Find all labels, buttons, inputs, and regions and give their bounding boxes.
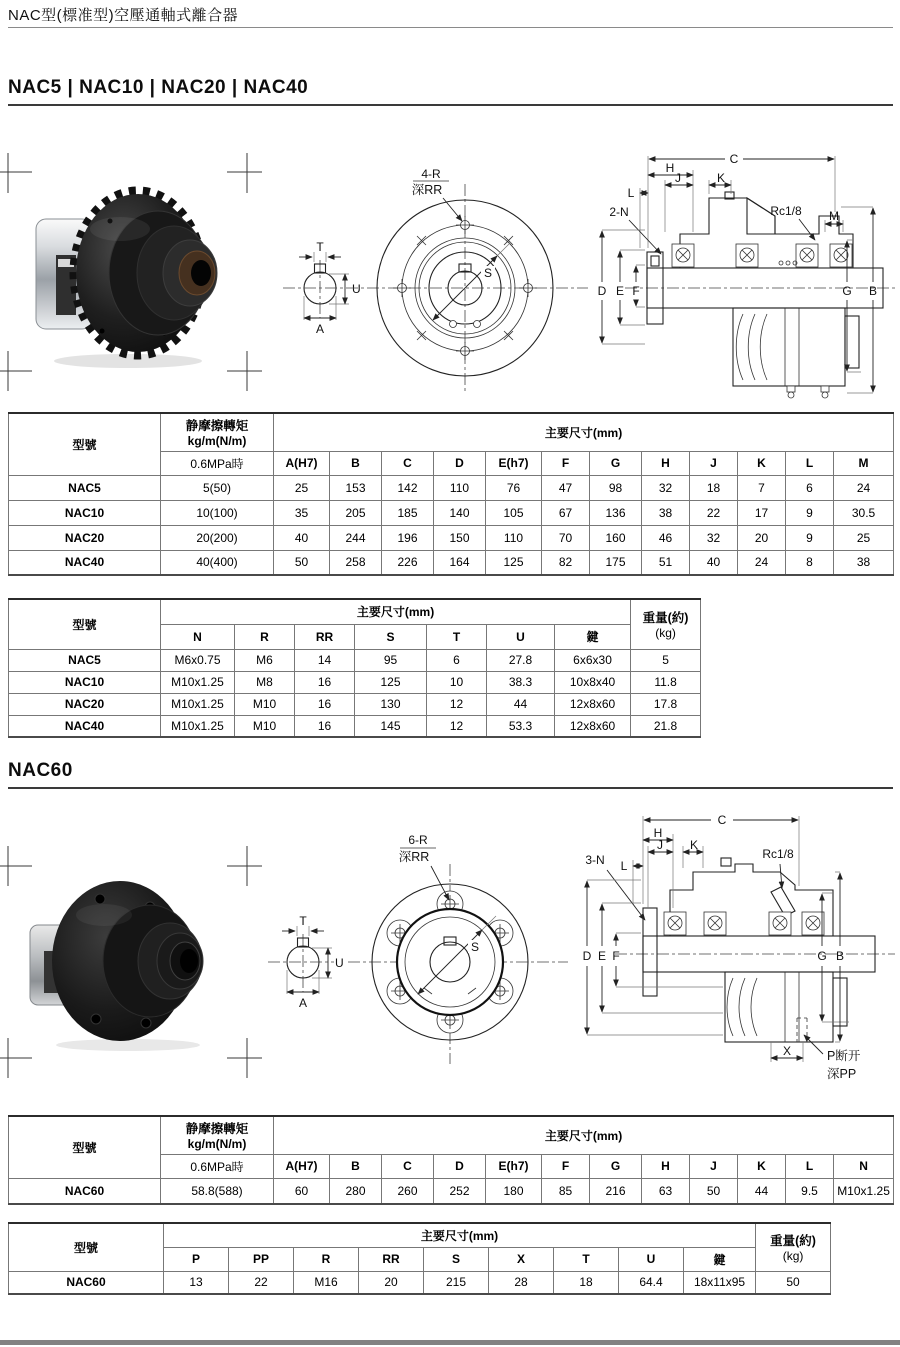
label-c: C xyxy=(729,152,739,166)
dimension-table-nac60-secondary xyxy=(8,1222,831,1295)
label-n: 2-N xyxy=(609,205,629,219)
model-header-cell: 型號 xyxy=(9,1223,164,1271)
page-footer-bar xyxy=(0,1340,900,1345)
dim-col-header: U xyxy=(619,1247,684,1271)
cross-section-drawing-nac5-40 xyxy=(585,136,900,396)
table-row: NAC5 5(50) 25 153 142 110 76 47 98 32 18 7 6 24 xyxy=(9,475,894,500)
flange-front-view xyxy=(268,833,568,1064)
label-t: T xyxy=(299,914,307,928)
label-k: K xyxy=(716,171,726,185)
table-row: NAC10 10(100) 35 205 185 140 105 67 136 38 22 17 9 30.5 xyxy=(9,500,894,525)
model-cell: NAC40 xyxy=(9,715,161,737)
label-u: U xyxy=(352,282,361,296)
page-title: NAC型(標准型)空壓通軸式離合器 xyxy=(8,7,239,24)
dim-col-header: U xyxy=(487,624,555,649)
label-a: A xyxy=(298,996,308,1010)
dim-col-header: RR xyxy=(295,624,355,649)
label-g: G xyxy=(842,284,852,298)
torque-condition-cell: 0.6MPa時 xyxy=(161,451,274,475)
model-cell: NAC60 xyxy=(9,1271,164,1294)
label-pp: 深PP xyxy=(827,1067,857,1081)
label-rc: Rc1/8 xyxy=(762,847,794,861)
label-c: C xyxy=(717,813,727,827)
model-cell: NAC10 xyxy=(9,500,161,525)
label-h: H xyxy=(653,826,663,840)
label-m: M xyxy=(829,209,839,223)
dimension-table-nac5-40-secondary xyxy=(8,598,701,738)
weight-header-cell: 重量(約) (kg) xyxy=(756,1223,831,1271)
flange-front-view xyxy=(283,167,588,392)
label-s: S xyxy=(483,266,493,280)
label-g: G xyxy=(817,949,827,963)
torque-header-cell: 静摩擦轉矩 kg/m(N/m) xyxy=(161,1116,274,1154)
torque-header-cell: 静摩擦轉矩 kg/m(N/m) xyxy=(161,413,274,451)
dim-col-header: B xyxy=(330,451,382,475)
label-j: J xyxy=(657,838,663,852)
dim-col-header: G xyxy=(590,451,642,475)
dim-col-header: S xyxy=(355,624,427,649)
bearings xyxy=(672,244,852,267)
front-view-drawing-nac60 xyxy=(268,820,573,1110)
dimension-lines xyxy=(598,152,877,393)
dim-col-header: X xyxy=(489,1247,554,1271)
label-s: S xyxy=(470,940,480,954)
model-header-cell: 型號 xyxy=(9,1116,161,1178)
table-row: NAC40 40(400) 50 258 226 164 125 82 175 51 40 24 8 38 xyxy=(9,550,894,575)
title-divider xyxy=(8,27,893,28)
label-u: U xyxy=(335,956,344,970)
dim-col-header: 鍵 xyxy=(684,1247,756,1271)
dim-col-header: L xyxy=(786,1154,834,1178)
dim-col-header: A(H7) xyxy=(274,1154,330,1178)
dim-col-header: E(h7) xyxy=(486,1154,542,1178)
dim-col-header: C xyxy=(382,1154,434,1178)
model-header-cell: 型號 xyxy=(9,413,161,475)
dim-col-header: C xyxy=(382,451,434,475)
model-cell: NAC5 xyxy=(9,475,161,500)
table-row: NAC60 13 22 M16 20 215 28 18 64.4 18x11x95 50 xyxy=(9,1271,831,1294)
weight-header-cell: 重量(約) (kg) xyxy=(631,599,701,649)
torque-value-cell: 40(400) xyxy=(161,550,274,575)
dim-col-header: H xyxy=(642,1154,690,1178)
dim-col-header: M xyxy=(834,451,894,475)
label-t: T xyxy=(316,240,324,254)
label-p: P断开 xyxy=(827,1049,861,1063)
label-f: F xyxy=(632,284,640,298)
front-view-drawing-nac5-40 xyxy=(283,148,588,393)
dim-col-header: F xyxy=(542,451,590,475)
section-heading-nac60: NAC60 xyxy=(8,760,73,781)
label-f: F xyxy=(612,949,620,963)
dimension-lines xyxy=(583,813,861,1081)
label-x: X xyxy=(782,1044,792,1058)
product-photo-nac5-40 xyxy=(0,163,262,381)
clutch-photo xyxy=(36,191,217,368)
model-cell: NAC5 xyxy=(9,649,161,671)
dim-col-header: K xyxy=(738,451,786,475)
torque-value-cell: 5(50) xyxy=(161,475,274,500)
section1-divider xyxy=(8,104,893,106)
label-l: L xyxy=(620,859,628,873)
dim-col-header: RR xyxy=(359,1247,424,1271)
dim-col-header: T xyxy=(554,1247,619,1271)
weight-value-cell: 11.8 xyxy=(631,671,701,693)
product-photo-nac60 xyxy=(0,853,262,1068)
label-j: J xyxy=(675,171,681,185)
table-row: NAC10 M10x1.25 M8 16 125 10 38.3 10x8x40 11.8 xyxy=(9,671,701,693)
table-row: NAC5 M6x0.75 M6 14 95 6 27.8 6x6x30 5 xyxy=(9,649,701,671)
label-e: E xyxy=(615,284,625,298)
weight-value-cell: 17.8 xyxy=(631,693,701,715)
dim-col-header: G xyxy=(590,1154,642,1178)
dim-col-header: T xyxy=(427,624,487,649)
dim-col-header: A(H7) xyxy=(274,451,330,475)
table-header-row xyxy=(9,1223,831,1247)
dim-col-header: B xyxy=(330,1154,382,1178)
table-header-row xyxy=(9,413,894,451)
dim-col-header: D xyxy=(434,451,486,475)
dim-col-header: N xyxy=(834,1154,894,1178)
dim-col-header: PP xyxy=(229,1247,294,1271)
model-cell: NAC10 xyxy=(9,671,161,693)
dims-header-cell: 主要尺寸(mm) xyxy=(274,1116,894,1154)
label-hole-count: 4-R xyxy=(421,167,441,181)
label-h: H xyxy=(665,161,675,175)
dim-col-header: 鍵 xyxy=(555,624,631,649)
table-header-row xyxy=(9,599,701,624)
label-rc: Rc1/8 xyxy=(770,204,802,218)
dimension-table-nac60-main xyxy=(8,1115,894,1205)
label-a: A xyxy=(315,322,325,336)
dim-col-header: N xyxy=(161,624,235,649)
cross-section-drawing-nac60 xyxy=(575,790,900,1100)
dim-col-header: J xyxy=(690,1154,738,1178)
label-e: E xyxy=(597,949,607,963)
weight-value-cell: 21.8 xyxy=(631,715,701,737)
drum-fins xyxy=(727,972,807,1042)
dim-col-header: E(h7) xyxy=(486,451,542,475)
model-header-cell: 型號 xyxy=(9,599,161,649)
label-b: B xyxy=(868,284,878,298)
dimension-table-nac5-40-main xyxy=(8,412,894,576)
dim-col-header: D xyxy=(434,1154,486,1178)
torque-condition-cell: 0.6MPa時 xyxy=(161,1154,274,1178)
dims-header-cell: 主要尺寸(mm) xyxy=(161,599,631,624)
torque-value-cell: 10(100) xyxy=(161,500,274,525)
dim-col-header: R xyxy=(294,1247,359,1271)
clutch-photo xyxy=(30,881,203,1051)
dim-col-header: S xyxy=(424,1247,489,1271)
section-body xyxy=(615,858,895,1042)
dim-col-header: H xyxy=(642,451,690,475)
dims-header-cell: 主要尺寸(mm) xyxy=(164,1223,756,1247)
model-cell: NAC60 xyxy=(9,1178,161,1204)
dim-col-header: L xyxy=(786,451,834,475)
label-hole-depth: 深RR xyxy=(398,850,430,864)
dims-header-cell: 主要尺寸(mm) xyxy=(274,413,894,451)
label-hole-count: 6-R xyxy=(408,833,428,847)
bearings xyxy=(664,912,824,935)
model-cell: NAC20 xyxy=(9,693,161,715)
model-cell: NAC40 xyxy=(9,550,161,575)
dim-col-header: P xyxy=(164,1247,229,1271)
dim-col-header: F xyxy=(542,1154,590,1178)
label-k: K xyxy=(689,838,699,852)
weight-value-cell: 50 xyxy=(756,1271,831,1294)
label-d: D xyxy=(597,284,607,298)
dim-col-header: R xyxy=(235,624,295,649)
table-row: NAC60 58.8(588) 60 280 260 252 180 85 216 63 50 44 9.5 M10x1.25 xyxy=(9,1178,894,1204)
table-row: NAC40 M10x1.25 M10 16 145 12 53.3 12x8x60 21.8 xyxy=(9,715,701,737)
dim-col-header: J xyxy=(690,451,738,475)
drum-fins xyxy=(736,308,799,386)
table-row: NAC20 20(200) 40 244 196 150 110 70 160 46 32 20 9 25 xyxy=(9,525,894,550)
label-l: L xyxy=(627,186,635,200)
table-row: NAC20 M10x1.25 M10 16 130 12 44 12x8x60 17.8 xyxy=(9,693,701,715)
label-n: 3-N xyxy=(585,853,605,867)
model-cell: NAC20 xyxy=(9,525,161,550)
table-header-row xyxy=(9,1116,894,1154)
label-b: B xyxy=(835,949,845,963)
section2-divider xyxy=(8,787,893,789)
grease-fittings xyxy=(787,386,829,398)
label-hole-depth: 深RR xyxy=(411,183,443,197)
label-d: D xyxy=(582,949,592,963)
section-heading-nac5-40: NAC5 | NAC10 | NAC20 | NAC40 xyxy=(8,77,309,98)
torque-value-cell: 20(200) xyxy=(161,525,274,550)
weight-value-cell: 5 xyxy=(631,649,701,671)
section-body xyxy=(625,192,895,398)
torque-value-cell: 58.8(588) xyxy=(161,1178,274,1204)
dim-col-header: K xyxy=(738,1154,786,1178)
